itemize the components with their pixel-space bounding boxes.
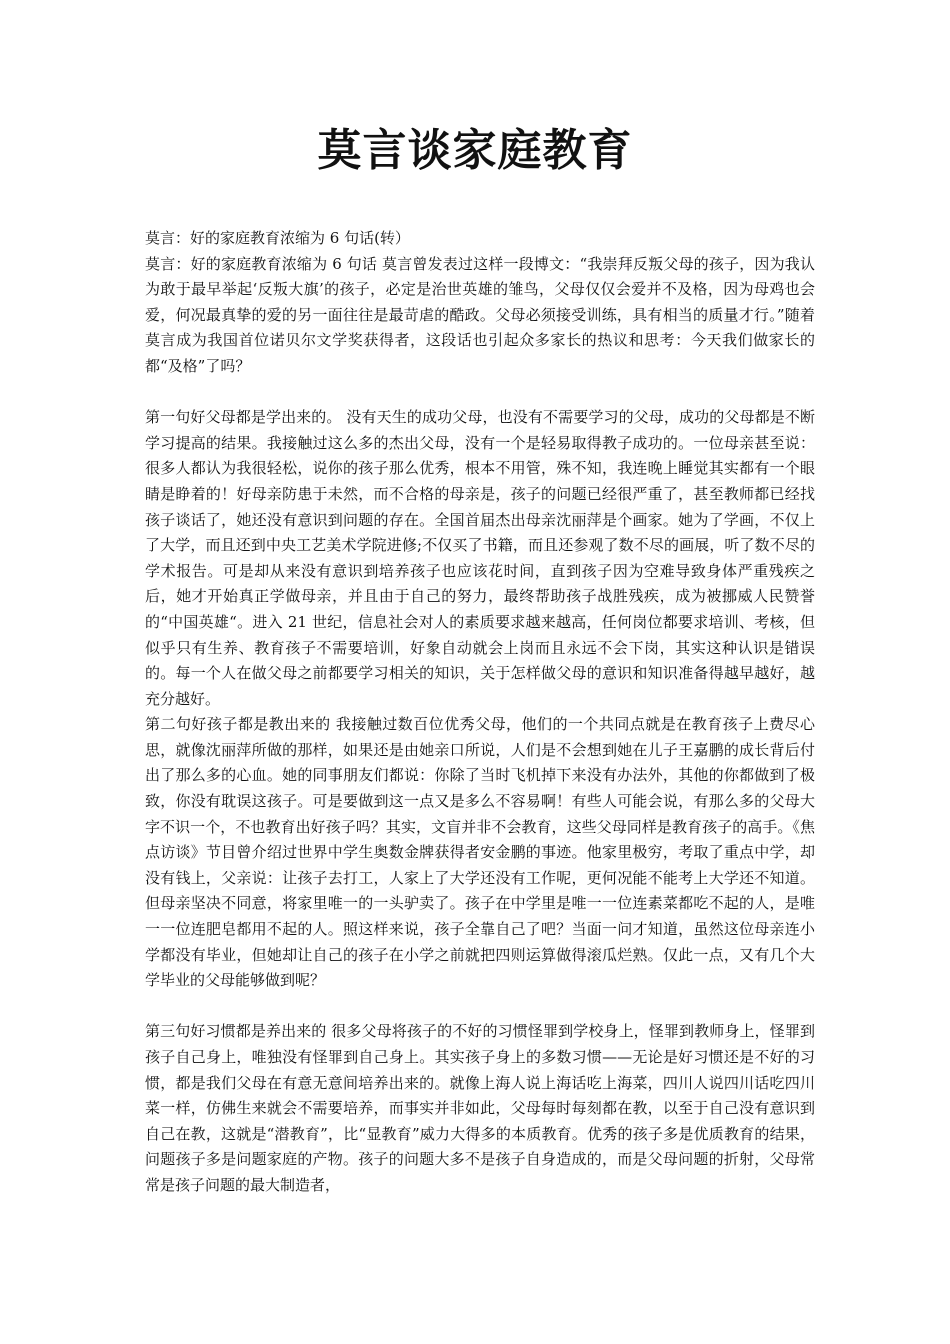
document-body <box>145 226 815 1199</box>
intro-heading: 莫言：好的家庭教育浓缩为 6 句话(转） <box>145 229 410 247</box>
paragraph-spacer <box>145 994 815 1020</box>
section-two-paragraph: 第二句好孩子都是教出来的 我接触过数百位优秀父母，他们的一个共同点就是在教育孩子上费尽心思，就像沈丽萍所做的那样，如果还是由她亲口所说，人们是不会想到她在儿子王嘉鹏的成长背后付出了那么多的心血。她的同事朋友们都说：你除了当时飞机掉下来没有办法外，其他的你都做到了极致，你没有耽误这孩子。可是要做到这一点又是多么不容易啊！有些人可能会说，有那么多的父母大字不识一个，不也教育出好孩子吗？其实，文盲并非不会教育，这些父母同样是教育孩子的高手。《焦点访谈》节目曾介绍过世界中学生奥数金牌获得者安金鹏的事迹。他家里极穷，考取了重点中学，却没有钱上，父亲说：让孩子去打工，人家上了大学还没有工作呢，更何况能不能考上大学还不知道。但母亲坚决不同意，将家里唯一的一头驴卖了。孩子在中学里是唯一一位连素菜都吃不起的人，是唯一一位连肥皂都用不起的人。照这样来说，孩子全靠自己了吧？当面一问才知道，虽然这位母亲连小学都没有毕业，但她却让自己的孩子在小学之前就把四则运算做得滚瓜烂熟。仅此一点，又有几个大学毕业的父母能够做到呢？ <box>145 715 815 990</box>
document-title: 莫言谈家庭教育 <box>317 125 633 176</box>
intro-paragraph: 莫言：好的家庭教育浓缩为 6 句话 莫言曾发表过这样一段博文：“我崇拜反叛父母的孩子，因为我认为敢于最早举起‘反叛大旗’的孩子，必定是治世英雄的雏鸟，父母仅仅会爱并不及格，因为母鸡也会爱，何况最真挚的爱的另一面往往是最苛虐的酷政。父母必须接受训练，具有相当的质量才行。”随着莫言成为我国首位诺贝尔文学奖获得者，这段话也引起众多家长的热议和思考：今天我们做家长的都“及格”了吗？ <box>145 254 815 375</box>
section-three-paragraph: 第三句好习惯都是养出来的 很多父母将孩子的不好的习惯怪罪到学校身上，怪罪到教师身上，怪罪到孩子自己身上，唯独没有怪罪到自己身上。其实孩子身上的多数习惯——无论是好习惯还是不好的习惯，都是我们父母在有意无意间培养出来的。就像上海人说上海话吃上海菜，四川人说四川话吃四川菜一样，仿佛生来就会不需要培养，而事实并非如此，父母每时每刻都在教，以至于自己没有意识到自己在教，这就是“潜教育”，比“显教育”威力大得多的本质教育。优秀的孩子多是优质教育的结果，问题孩子多是问题家庭的产物。孩子的问题大多不是孩子自身造成的，而是父母问题的折射，父母常常是孩子问题的最大制造者， <box>145 1022 815 1194</box>
paragraph-spacer <box>145 380 815 406</box>
section-one-paragraph: 第一句好父母都是学出来的。 没有天生的成功父母，也没有不需要学习的父母，成功的父母都是不断学习提高的结果。我接触过这么多的杰出父母，没有一个是轻易取得教子成功的。一位母亲甚至说：很多人都认为我很轻松，说你的孩子那么优秀，根本不用管，殊不知，我连晚上睡觉其实都有一个眼睛是睁着的！好母亲防患于未然，而不合格的母亲是，孩子的问题已经很严重了，甚至教师都已经找孩子谈话了，她还没有意识到问题的存在。全国首届杰出母亲沈丽萍是个画家。她为了学画，不仅上了大学，而且还到中央工艺美术学院进修;不仅买了书籍，而且还参观了数不尽的画展，听了数不尽的学术报告。可是却从来没有意识到培养孩子也应该花时间，直到孩子因为空难导致身体严重残疾之后，她才开始真正学做母亲，并且由于自己的努力，最终帮助孩子战胜残疾，成为被挪威人民赞誉的“中国英雄“。进入 21 世纪，信息社会对人的素质要求越来越高，任何岗位都要求培训、考核，但似乎只有生养、教育孩子不需要培训，好象自动就会上岗而且永远不会下岗，其实这种认识是错误的。每一个人在做父母之前都要学习相关的知识，关于怎样做父母的意识和知识准备得越早越好，越充分越好。 <box>145 408 815 708</box>
